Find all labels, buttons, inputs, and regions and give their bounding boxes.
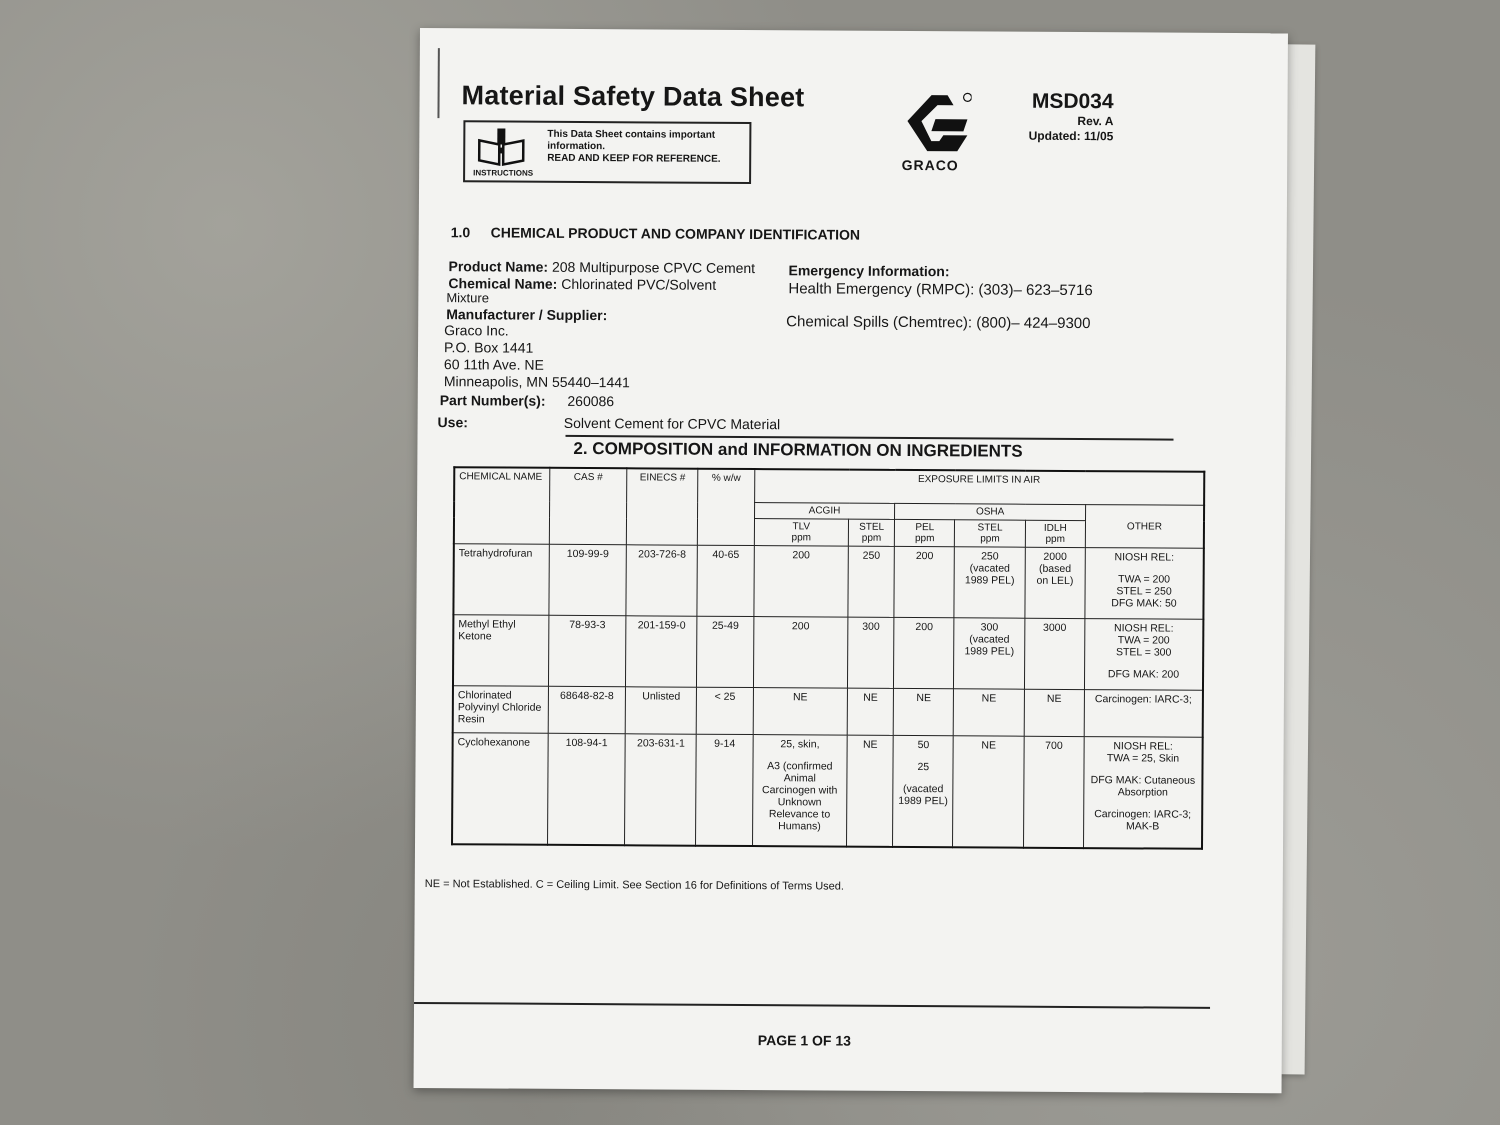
cell-stel: NE xyxy=(847,688,893,735)
document-code: MSD034 xyxy=(1031,89,1114,114)
instructions-notice xyxy=(463,120,751,184)
logo-wordmark: GRACO xyxy=(901,156,959,174)
cell-other: NIOSH REL: TWA = 25, Skin DFG MAK: Cutaneous Absorption Carcinogen: IARC-3; MAK-B xyxy=(1083,737,1202,849)
margin-mark xyxy=(437,48,439,118)
table-row xyxy=(452,733,1203,849)
chemical-name-label: Chemical Name: xyxy=(448,275,558,292)
cell-einecs: 203-631-1 xyxy=(625,734,697,846)
header-osha: OSHA xyxy=(895,503,1086,520)
notice-line: READ AND KEEP FOR REFERENCE. xyxy=(547,152,721,165)
address-line: P.O. Box 1441 xyxy=(444,339,534,356)
cell-stel: 250 xyxy=(848,546,895,617)
cell-tlv: 200 xyxy=(753,617,848,689)
document-title: Material Safety Data Sheet xyxy=(461,80,805,113)
cell-tlv: 25, skin, A3 (confirmed Animal Carcinogen with Unknown Relevance to Humans) xyxy=(752,735,847,847)
cell-cas: 78-93-3 xyxy=(548,615,626,686)
notice-line: information. xyxy=(547,140,606,153)
header-acgih: ACGIH xyxy=(754,503,895,520)
cell-percent: 40-65 xyxy=(697,545,754,616)
cell-idlh: NE xyxy=(1024,689,1085,736)
chemical-name-value: Chlorinated PVC/Solvent xyxy=(561,275,717,293)
section1-title: CHEMICAL PRODUCT AND COMPANY IDENTIFICATION xyxy=(490,224,861,243)
header-tlv: TLV ppm xyxy=(754,519,849,547)
table-header-row xyxy=(454,467,1204,505)
cell-pel: 200 xyxy=(894,617,955,688)
cell-percent: < 25 xyxy=(697,687,754,734)
cell-cas: 109-99-9 xyxy=(549,544,627,615)
cell-tlv: 200 xyxy=(754,546,849,618)
page-number: PAGE 1 OF 13 xyxy=(757,1032,851,1049)
cell-tlv: NE xyxy=(753,688,848,736)
notice-line: This Data Sheet contains important xyxy=(547,128,716,141)
use-field xyxy=(438,414,781,432)
chemical-spills-phone: Chemical Spills (Chemtrec): (800)– 424–9300 xyxy=(786,313,1091,333)
cell-idlh: 3000 xyxy=(1024,618,1085,689)
cell-chemical-name: Methyl Ethyl Ketone xyxy=(453,615,549,687)
cell-osha-stel: NE xyxy=(953,736,1024,848)
header-einecs: EINECS # xyxy=(627,468,699,545)
header-exposure-limits: EXPOSURE LIMITS IN AIR xyxy=(754,469,1204,505)
address-line: Graco Inc. xyxy=(444,322,509,339)
product-name-label: Product Name: xyxy=(448,258,549,275)
updated-date: Updated: 11/05 xyxy=(1028,128,1114,144)
cell-einecs: 201-159-0 xyxy=(626,616,698,687)
header-pel: PEL ppm xyxy=(895,519,955,546)
header-chemical-name: CHEMICAL NAME xyxy=(454,467,550,544)
cell-other: NIOSH REL: TWA = 200 STEL = 300 DFG MAK: 200 xyxy=(1084,619,1203,691)
manufacturer-label: Manufacturer / Supplier: xyxy=(446,306,608,324)
table-row xyxy=(453,544,1203,620)
header-other: OTHER xyxy=(1085,505,1204,549)
book-icon xyxy=(475,128,527,166)
cell-stel: NE xyxy=(847,735,894,847)
cell-other: NIOSH REL: TWA = 200 STEL = 250 DFG MAK: 50 xyxy=(1085,548,1204,620)
header-cas: CAS # xyxy=(549,468,627,545)
cell-pel: 50 25 (vacated 1989 PEL) xyxy=(893,735,954,847)
cell-chemical-name: Chlorinated Polyvinyl Chloride Resin xyxy=(453,686,549,734)
cell-stel: 300 xyxy=(848,617,895,688)
header-percent: % w/w xyxy=(698,469,755,546)
revision: Rev. A xyxy=(1077,114,1114,129)
cell-other: Carcinogen: IARC-3; xyxy=(1084,690,1203,738)
cell-percent: 25-49 xyxy=(697,616,754,687)
cell-chemical-name: Tetrahydrofuran xyxy=(453,544,549,616)
document-id-block xyxy=(1009,90,1113,145)
chemical-name-continued: Mixture xyxy=(446,290,490,306)
manufacturer-address xyxy=(444,322,630,391)
address-line: Minneapolis, MN 55440–1441 xyxy=(443,373,630,391)
product-name-field xyxy=(448,258,755,276)
section1-heading xyxy=(451,224,860,243)
cell-pel: NE xyxy=(893,688,954,735)
header-osha-stel: STEL ppm xyxy=(955,520,1025,547)
cell-percent: 9-14 xyxy=(696,734,753,846)
table-row xyxy=(453,686,1203,738)
part-number-field xyxy=(440,392,615,409)
emergency-label: Emergency Information: xyxy=(788,262,950,280)
notice-text xyxy=(547,129,745,166)
header-stel: STEL ppm xyxy=(848,519,894,546)
cell-chemical-name: Cyclohexanone xyxy=(452,733,548,845)
cell-pel: 200 xyxy=(894,546,955,617)
cell-osha-stel: 300 (vacated 1989 PEL) xyxy=(954,618,1025,689)
graco-logo xyxy=(887,89,972,200)
footer-divider xyxy=(414,1002,1210,1009)
part-number-label: Part Number(s): xyxy=(439,392,546,409)
section2-heading: 2. COMPOSITION and INFORMATION ON INGREDIENTS xyxy=(573,438,1023,461)
table-row xyxy=(453,615,1203,691)
cell-einecs: Unlisted xyxy=(625,687,697,734)
table-footnote: NE = Not Established. C = Ceiling Limit. See Section 16 for Definitions of Terms Used. xyxy=(424,878,845,893)
cell-idlh: 2000 (based on LEL) xyxy=(1025,547,1086,618)
address-line: 60 11th Ave. NE xyxy=(443,356,544,373)
cell-einecs: 203-726-8 xyxy=(626,545,698,616)
health-emergency-phone: Health Emergency (RMPC): (303)– 623–5716 xyxy=(788,280,1093,300)
cell-cas: 108-94-1 xyxy=(547,733,625,845)
header-idlh: IDLH ppm xyxy=(1025,520,1085,547)
cell-osha-stel: 250 (vacated 1989 PEL) xyxy=(954,547,1025,618)
part-number-value: 260086 xyxy=(567,392,615,410)
use-label: Use: xyxy=(437,414,469,431)
instructions-caption: INSTRUCTIONS xyxy=(473,168,534,178)
section1-number: 1.0 xyxy=(450,224,471,241)
graco-g-mark xyxy=(887,89,971,158)
composition-table xyxy=(451,466,1205,850)
cell-idlh: 700 xyxy=(1023,736,1084,848)
cell-osha-stel: NE xyxy=(954,689,1025,736)
cell-cas: 68648-82-8 xyxy=(548,686,626,733)
use-value: Solvent Cement for CPVC Material xyxy=(563,414,781,433)
msds-page xyxy=(414,28,1288,1093)
product-name-value: 208 Multipurpose CPVC Cement xyxy=(551,258,756,277)
